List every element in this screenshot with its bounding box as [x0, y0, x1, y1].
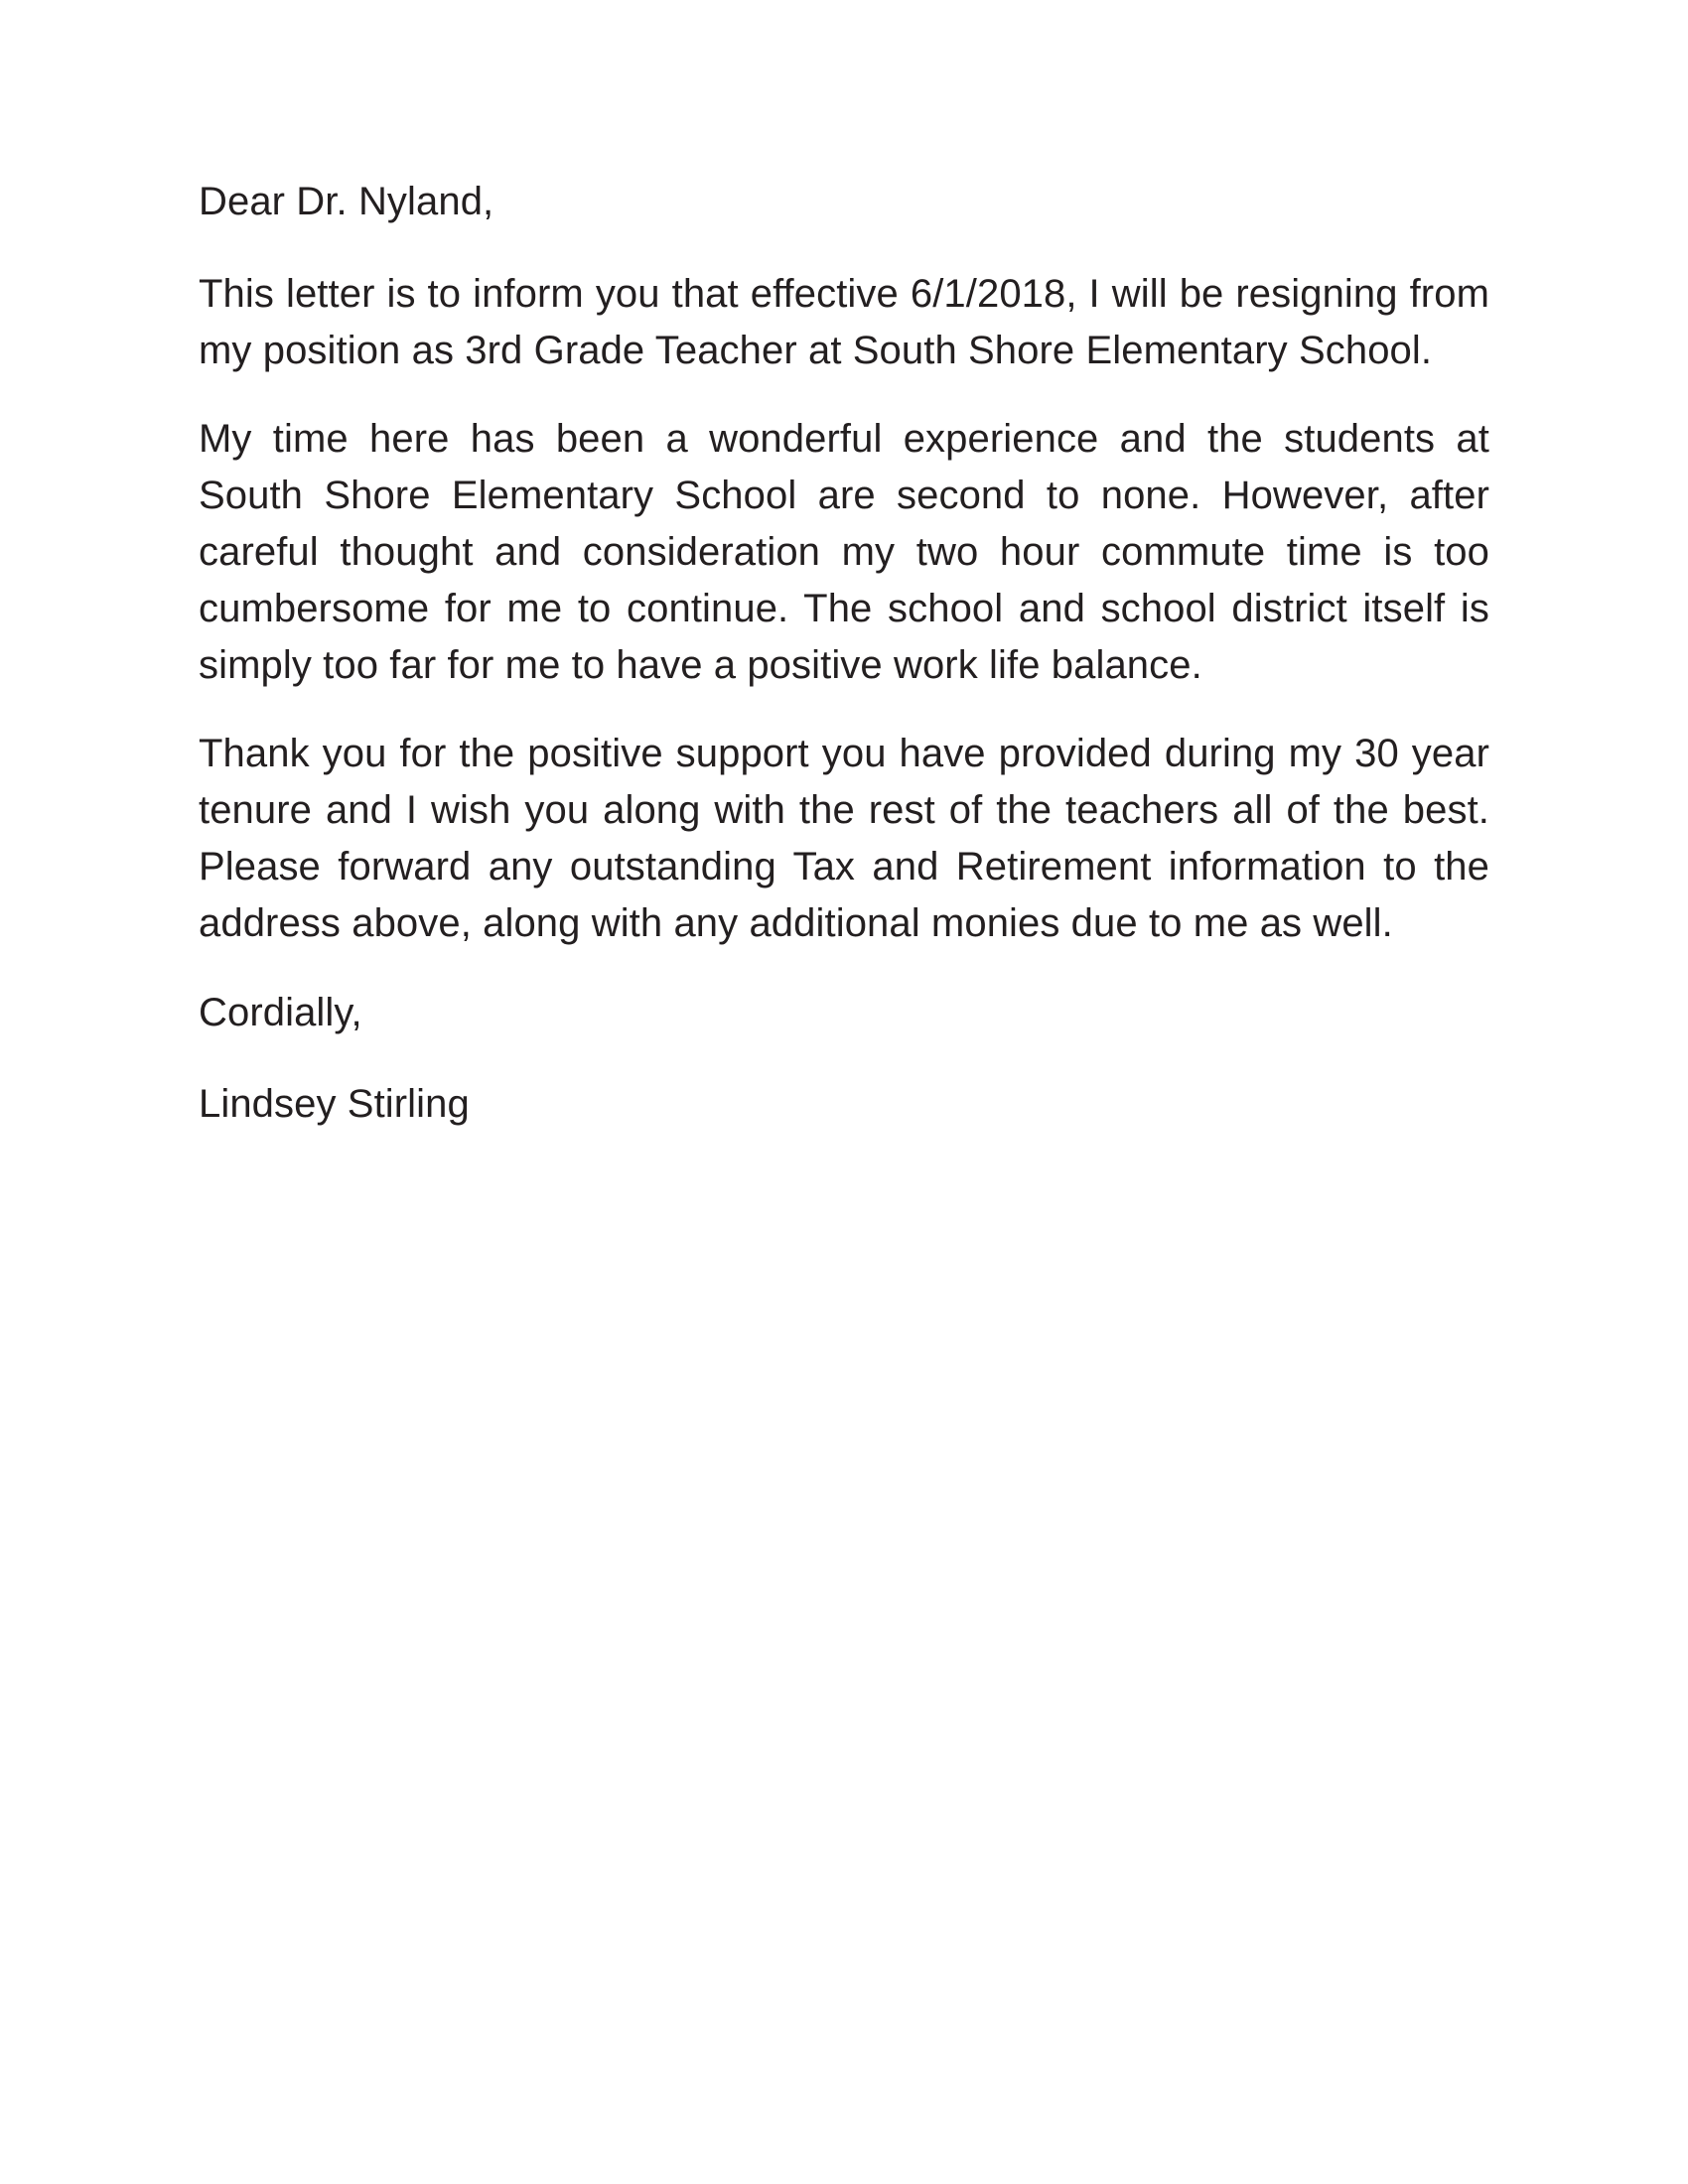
body-paragraph-3: Thank you for the positive support you have provided during my 30 year tenure and I wish you along with the rest of the teachers all of the best. Please forward any outstanding Tax and Retirement information to the address above, along with any additional monies due to me as well. [199, 732, 1489, 945]
body-paragraph-1: This letter is to inform you that effective 6/1/2018, I will be resigning from my position as 3rd Grade Teacher at South Shore Elementary School. [199, 271, 1489, 372]
body-paragraph-2: My time here has been a wonderful experience and the students at South Shore Elementary School are second to none. However, after careful thought and consideration my two hour commute time is too cumbersome for me to continue. The school and school district itself is simply too far for me to have a positive work life balance. [199, 417, 1489, 687]
salutation: Dear Dr. Nyland, [199, 180, 494, 223]
letter-body [199, 174, 1489, 1133]
signature-name: Lindsey Stirling [199, 1082, 470, 1127]
closing: Cordially, [199, 990, 362, 1034]
